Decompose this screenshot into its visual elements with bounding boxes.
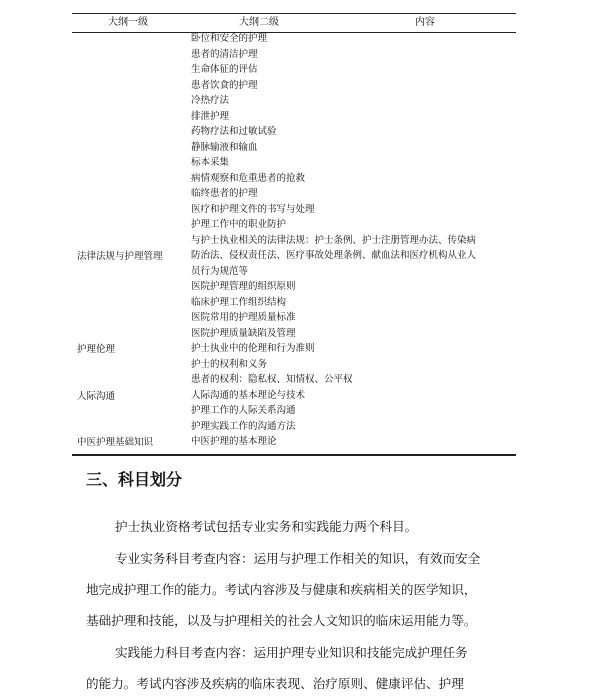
table-row: 排泄护理 bbox=[191, 111, 230, 122]
paragraph-line: 护士执业资格考试包括专业实务和实践能力两个科目。 bbox=[115, 519, 418, 534]
table-row: 医院常用的护理质量标准 bbox=[191, 312, 296, 323]
table-row: 员行为规范等 bbox=[191, 266, 249, 277]
paragraph-line: 的能力。考试内容涉及疾病的临床表现、治疗原则、健康评估、护理 bbox=[86, 676, 464, 691]
section-label-law-management: 法律法规与护理管理 bbox=[77, 251, 163, 262]
header-level-2: 大纲二级 bbox=[239, 17, 279, 28]
table-row: 标本采集 bbox=[191, 157, 230, 168]
table-row: 人际沟通的基本理论与技术 bbox=[191, 390, 306, 401]
table-row: 防治法、侵权责任法、医疗事故处理条例、献血法和医疗机构从业人 bbox=[191, 250, 477, 261]
table-row: 与护士执业相关的法律法规：护士条例、护士注册管理办法、传染病 bbox=[191, 235, 477, 246]
table-row: 冷热疗法 bbox=[191, 95, 230, 106]
header-content: 内容 bbox=[415, 17, 435, 28]
table-row: 中医护理的基本理论 bbox=[191, 436, 277, 447]
paragraph-line: 基础护理和技能，以及与护理相关的社会人文知识的临床运用能力等。 bbox=[86, 613, 477, 628]
table-row: 医院护理质量缺陷及管理 bbox=[191, 328, 296, 339]
section-label-ethics: 护理伦理 bbox=[77, 344, 116, 355]
table-row: 患者饮食的护理 bbox=[191, 80, 258, 91]
table-bottom-rule bbox=[72, 454, 516, 456]
section-label-communication: 人际沟通 bbox=[77, 391, 116, 402]
table-row: 临终患者的护理 bbox=[191, 188, 258, 199]
table-top-rule bbox=[72, 13, 516, 14]
paragraph-line: 专业实务科目考查内容：运用与护理工作相关的知识，有效而安全 bbox=[115, 551, 481, 566]
table-row: 临床护理工作组织结构 bbox=[191, 297, 287, 308]
table-row: 卧位和安全的护理 bbox=[191, 33, 268, 44]
table-row: 护士的权利和义务 bbox=[191, 359, 268, 370]
table-row: 患者的清洁护理 bbox=[191, 49, 258, 60]
paragraph-line: 地完成护理工作的能力。考试内容涉及与健康和疾病相关的医学知识， bbox=[86, 582, 477, 597]
section-label-tcm-nursing: 中医护理基础知识 bbox=[77, 437, 154, 448]
table-row: 生命体征的评估 bbox=[191, 64, 258, 75]
table-row: 护士执业中的伦理和行为准则 bbox=[191, 343, 315, 354]
table-row: 药物疗法和过敏试验 bbox=[191, 126, 277, 137]
header-level-1: 大纲一级 bbox=[108, 17, 148, 28]
table-row: 病情观察和危重患者的抢救 bbox=[191, 173, 306, 184]
paragraph-line: 实践能力科目考查内容：运用护理专业知识和技能完成护理任务 bbox=[115, 645, 468, 660]
table-row: 护理工作中的职业防护 bbox=[191, 219, 287, 230]
table-row: 护理工作的人际关系沟通 bbox=[191, 405, 296, 416]
table-row: 静脉输液和输血 bbox=[191, 142, 258, 153]
table-row: 患者的权利：隐私权、知情权、公平权 bbox=[191, 374, 353, 385]
table-row: 医院护理管理的组织原则 bbox=[191, 281, 296, 292]
table-row: 护理实践工作的沟通方法 bbox=[191, 421, 296, 432]
section-heading: 三、科目划分 bbox=[86, 470, 183, 489]
table-row: 医疗和护理文件的书写与处理 bbox=[191, 204, 315, 215]
